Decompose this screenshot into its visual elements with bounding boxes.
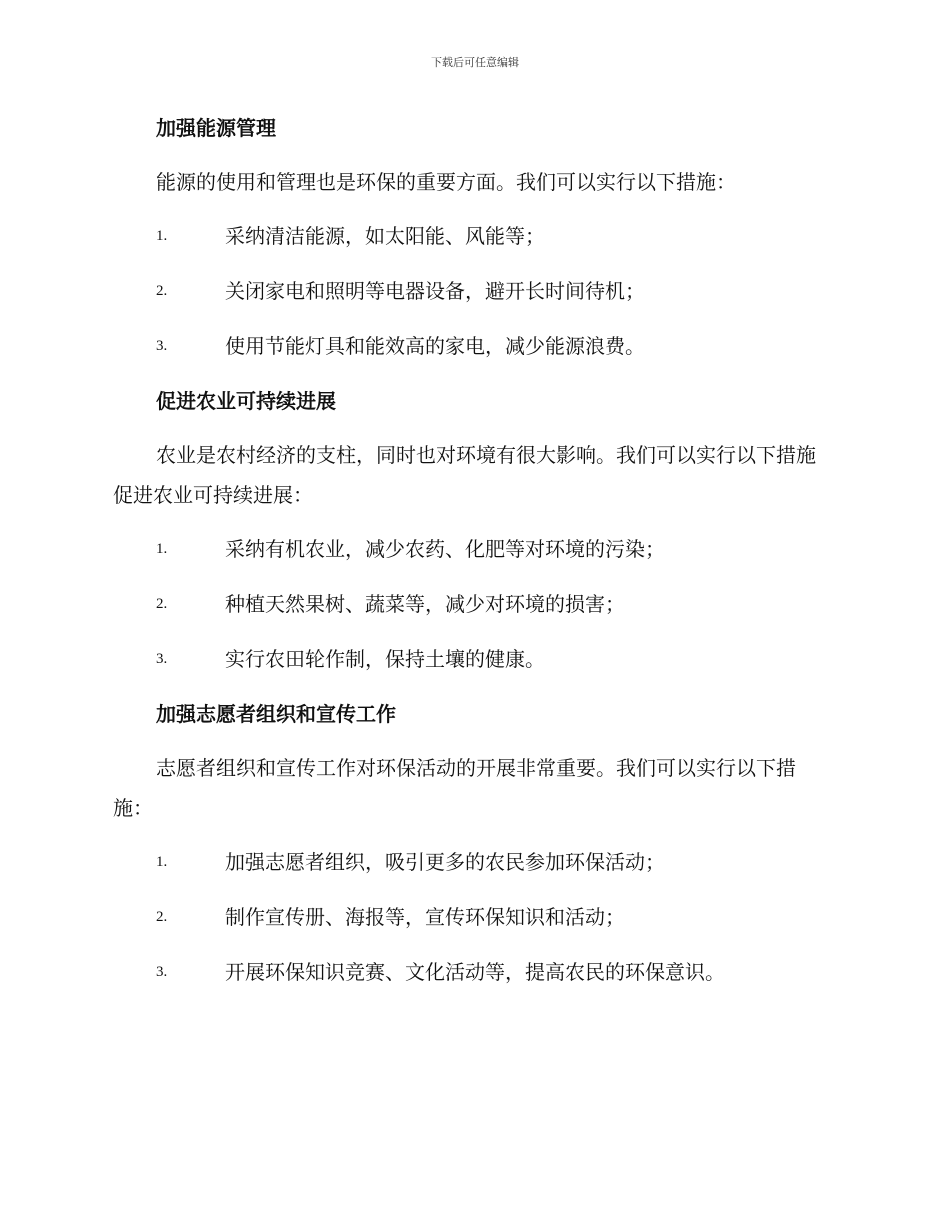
document-body <box>113 108 833 1007</box>
section-heading: 加强能源管理 <box>156 116 276 140</box>
list-text: 实行农田轮作制，保持土壤的健康。 <box>225 647 545 671</box>
list-item <box>113 529 833 569</box>
section-volunteers <box>113 694 833 992</box>
list-number: 3. <box>156 338 168 354</box>
section-agriculture <box>113 381 833 679</box>
list-item <box>113 842 833 882</box>
list-number: 2. <box>156 283 168 299</box>
list-item <box>113 897 833 937</box>
section-paragraph: 能源的使用和管理也是环保的重要方面。我们可以实行以下措施： <box>156 170 736 194</box>
list-item <box>113 216 833 256</box>
page-header: 下载后可任意编辑 <box>431 56 519 69</box>
list-number: 2. <box>156 596 168 612</box>
list-text: 种植天然果树、蔬菜等，减少对环境的损害； <box>225 592 625 616</box>
list-number: 1. <box>156 228 168 244</box>
section-paragraph: 农业是农村经济的支柱，同时也对环境有很大影响。我们可以实行以下措施促进农业可持续进展： <box>113 443 816 507</box>
list-text: 加强志愿者组织，吸引更多的农民参加环保活动； <box>225 850 665 874</box>
section-heading: 促进农业可持续进展 <box>156 389 336 413</box>
list-number: 1. <box>156 854 168 870</box>
list-item <box>113 952 833 992</box>
list-number: 2. <box>156 909 168 925</box>
list-number: 3. <box>156 964 168 980</box>
list-item <box>113 584 833 624</box>
list-text: 采纳清洁能源，如太阳能、风能等； <box>225 224 545 248</box>
list-number: 1. <box>156 541 168 557</box>
list-number: 3. <box>156 651 168 667</box>
list-text: 关闭家电和照明等电器设备，避开长时间待机； <box>225 279 645 303</box>
list-text: 使用节能灯具和能效高的家电，减少能源浪费。 <box>225 334 645 358</box>
section-energy <box>113 108 833 366</box>
list-text: 开展环保知识竞赛、文化活动等，提高农民的环保意识。 <box>225 960 725 984</box>
section-heading: 加强志愿者组织和宣传工作 <box>156 702 396 726</box>
list-item <box>113 271 833 311</box>
list-text: 采纳有机农业，减少农药、化肥等对环境的污染； <box>225 537 665 561</box>
list-text: 制作宣传册、海报等，宣传环保知识和活动； <box>225 905 625 929</box>
list-item <box>113 639 833 679</box>
section-paragraph: 志愿者组织和宣传工作对环保活动的开展非常重要。我们可以实行以下措施： <box>113 756 796 820</box>
list-item <box>113 326 833 366</box>
